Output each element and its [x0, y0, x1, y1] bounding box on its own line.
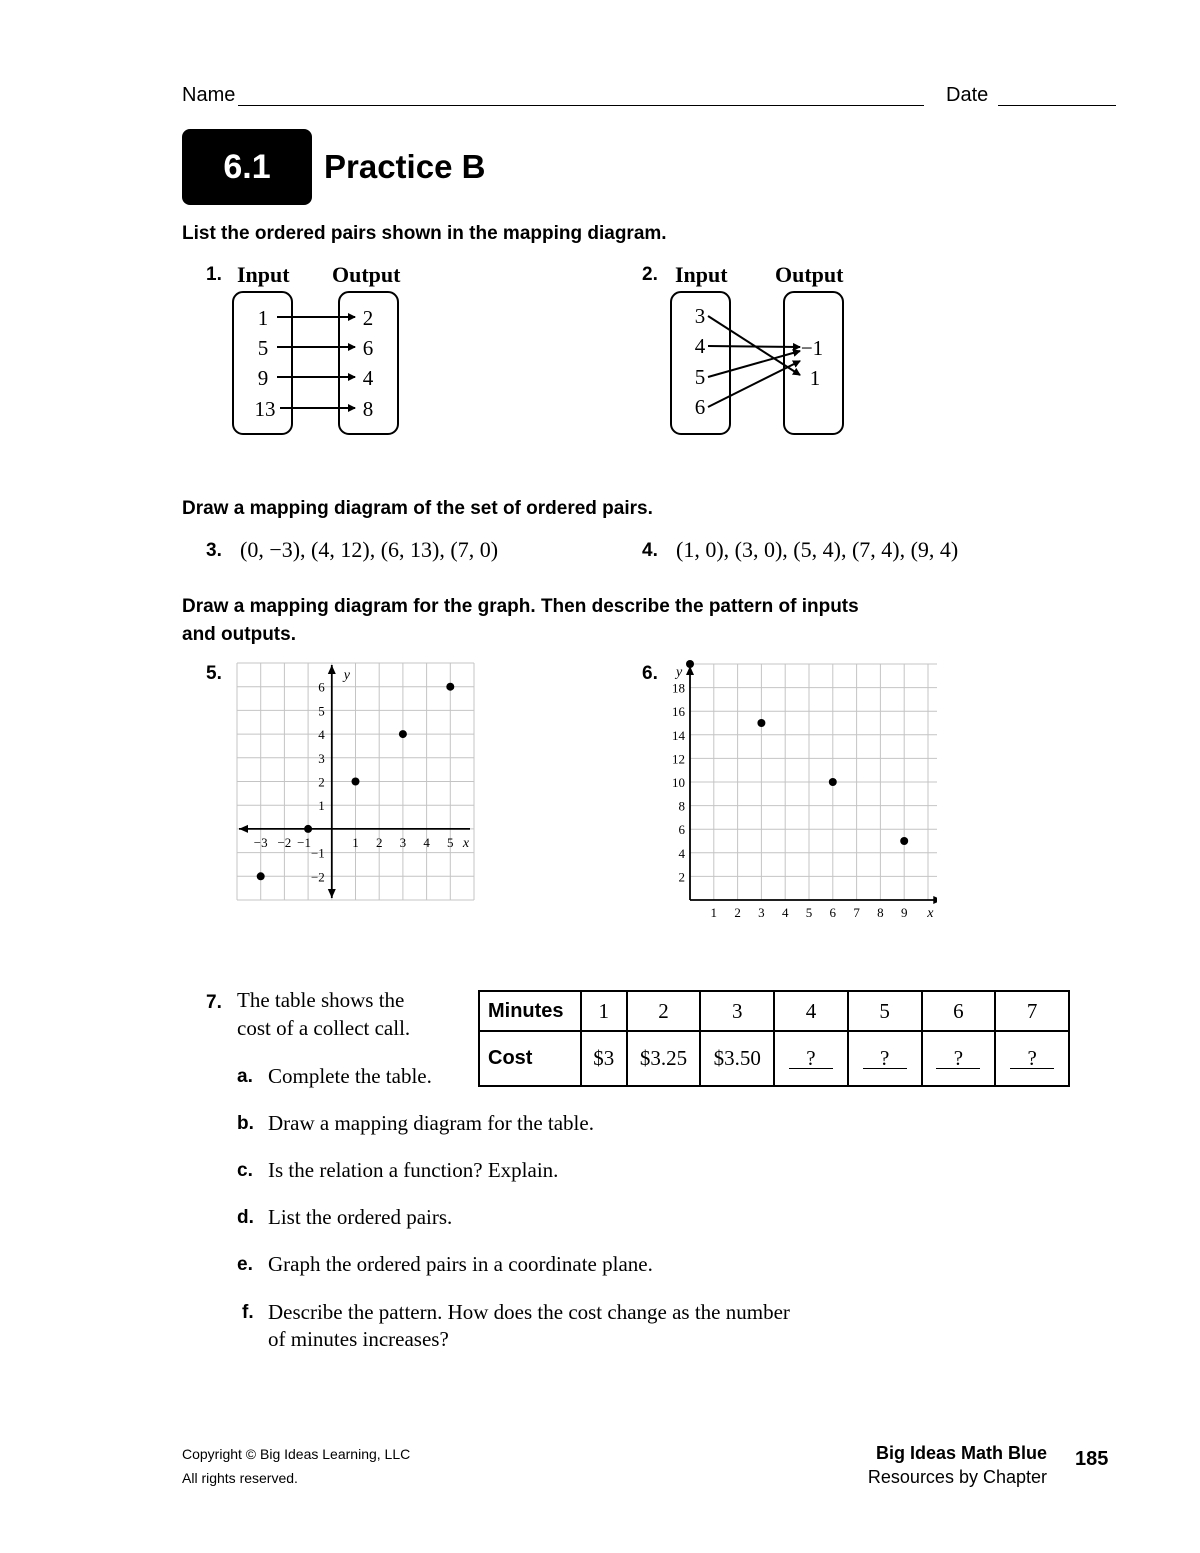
table-cell: 4 [774, 991, 848, 1031]
x-tick-label: 4 [781, 905, 789, 920]
q2-output-oval [784, 292, 843, 434]
date-label: Date [946, 84, 989, 106]
book-title: Big Ideas Math Blue [875, 1443, 1047, 1463]
instruction-graph-mapping-cont: and outputs. [182, 624, 296, 645]
table-header-minutes: Minutes [479, 991, 581, 1031]
table-cell-blank[interactable] [774, 1031, 848, 1086]
q7-intro-line2: cost of a collect call. [237, 1016, 411, 1040]
q7e-text: Graph the ordered pairs in a coordinate plane. [268, 1252, 653, 1276]
q7b-letter: b. [237, 1113, 254, 1134]
answer-blank[interactable]: ? [863, 1048, 907, 1069]
q2-input-1: 3 [694, 304, 706, 328]
y-tick-label: 4 [318, 727, 325, 743]
table-row-minutes [479, 991, 1069, 1031]
q1-input-1: 1 [257, 306, 269, 330]
data-point [900, 837, 908, 845]
y-tick-label: 1 [318, 798, 325, 814]
x-axis-left-arrow [239, 825, 248, 833]
q7a-letter: a. [237, 1066, 253, 1087]
q3-pairs: (0, −3), (4, 12), (6, 13), (7, 0) [240, 537, 499, 562]
table-cell: $3.50 [700, 1031, 774, 1086]
x-tick-label: 3 [399, 834, 407, 850]
y-tick-label: 2 [318, 774, 325, 790]
data-point [829, 778, 837, 786]
x-tick-label: 5 [447, 834, 454, 850]
q7c-text: Is the relation a function? Explain. [268, 1158, 559, 1182]
q2-number: 2. [642, 264, 658, 285]
q6-number: 6. [642, 663, 658, 684]
q7e-letter: e. [237, 1254, 253, 1275]
name-line[interactable] [238, 105, 924, 106]
q4-number: 4. [642, 540, 658, 561]
q7d-letter: d. [237, 1207, 254, 1228]
x-tick-label: 1 [352, 834, 359, 850]
y-tick-label: 8 [678, 798, 685, 814]
table-cell: $3 [581, 1031, 627, 1086]
date-line[interactable] [998, 105, 1116, 106]
instruction-graph-mapping: Draw a mapping diagram for the graph. Then describe the pattern of inputs [182, 596, 859, 617]
page-number: 185 [1075, 1448, 1109, 1470]
q2-arrow-4 [708, 346, 800, 347]
q2-input-label: Input [675, 262, 728, 287]
y-tick-label: 14 [672, 727, 685, 743]
x-tick-label: 7 [853, 905, 860, 920]
table-cell: 1 [581, 991, 627, 1031]
q7c-letter: c. [237, 1160, 253, 1181]
data-point [686, 660, 694, 668]
q1-output-2: 6 [362, 336, 374, 360]
answer-blank[interactable]: ? [936, 1048, 980, 1069]
y-tick-label: 6 [678, 822, 685, 838]
q2-output-label: Output [775, 262, 844, 287]
table-cell-blank[interactable] [995, 1031, 1069, 1086]
y-tick-label: 12 [672, 751, 685, 767]
table-header-cost: Cost [479, 1031, 581, 1086]
q6-graph [662, 652, 937, 927]
data-point [399, 730, 407, 738]
x-tick-label: 5 [805, 905, 813, 920]
resources-label: Resources by Chapter [867, 1467, 1047, 1487]
rights-reserved: All rights reserved. [182, 1470, 298, 1486]
q2-arrow-5 [708, 351, 800, 377]
x-tick-label: 9 [900, 905, 908, 920]
y-tick-label: 6 [318, 679, 325, 695]
x-tick-label: 3 [758, 905, 765, 920]
y-tick-label: −1 [310, 845, 325, 861]
q5-number: 5. [206, 663, 222, 684]
table-cell: 5 [848, 991, 922, 1031]
q7d-text: List the ordered pairs. [268, 1205, 453, 1229]
q1-input-3: 9 [257, 366, 269, 390]
copyright: Copyright © Big Ideas Learning, LLC [182, 1446, 411, 1462]
answer-blank[interactable]: ? [1010, 1048, 1054, 1069]
y-axis-bottom-arrow [328, 889, 336, 898]
y-tick-label: 16 [672, 704, 685, 720]
y-tick-label: 18 [672, 680, 685, 696]
q1-input-4: 13 [254, 397, 276, 421]
q7-number: 7. [206, 992, 222, 1013]
q1-input-label: Input [237, 262, 290, 287]
x-axis-arrow [933, 896, 937, 904]
q1-number: 1. [206, 264, 222, 285]
q2-output-2: 1 [809, 366, 821, 390]
q4-pairs: (1, 0), (3, 0), (5, 4), (7, 4), (9, 4) [676, 537, 959, 562]
x-tick-label: 8 [877, 905, 884, 920]
q2-input-3: 5 [694, 365, 706, 389]
q1-output-4: 8 [362, 397, 374, 421]
x-tick-label: −1 [297, 834, 312, 850]
q7f-letter: f. [242, 1302, 254, 1323]
y-axis-label: y [676, 665, 683, 680]
y-tick-label: −2 [310, 869, 325, 885]
page-title: Practice B [324, 148, 486, 185]
q1-output-3: 4 [362, 366, 374, 390]
cost-table [478, 990, 1070, 1087]
section-badge [182, 129, 312, 205]
data-point [257, 872, 265, 880]
y-tick-label: 10 [672, 775, 685, 790]
name-label: Name [182, 84, 236, 106]
y-tick-label: 4 [678, 845, 685, 861]
x-axis-label: x [927, 906, 934, 921]
instruction-list-pairs: List the ordered pairs shown in the mapping diagram. [182, 223, 667, 244]
table-row-cost [479, 1031, 1069, 1086]
q7-intro-line1: The table shows the [237, 988, 405, 1012]
table-cell-blank[interactable] [922, 1031, 996, 1086]
q1-output-1: 2 [362, 306, 374, 330]
x-tick-label: −3 [253, 834, 268, 850]
q2-input-4: 6 [694, 395, 706, 419]
q5-graph [230, 656, 485, 906]
x-tick-label: 1 [710, 905, 718, 920]
section-number: 6.1 [223, 147, 271, 186]
x-tick-label: 2 [375, 834, 383, 850]
instruction-draw-mapping: Draw a mapping diagram of the set of ordered pairs. [182, 498, 653, 519]
y-tick-label: 5 [318, 703, 325, 719]
y-tick-label: 3 [318, 750, 325, 766]
y-tick-label: 2 [678, 869, 685, 885]
q1-input-2: 5 [257, 336, 269, 360]
x-tick-label: 4 [423, 834, 430, 850]
q2-output-1: −1 [800, 336, 824, 360]
q7b-text: Draw a mapping diagram for the table. [268, 1111, 594, 1135]
table-cell-blank[interactable] [848, 1031, 922, 1086]
x-tick-label: 6 [829, 905, 837, 920]
table-cell: 6 [922, 991, 996, 1031]
table-cell: 3 [700, 991, 774, 1031]
q1-mapping-diagram [225, 258, 425, 443]
q7f-text: Describe the pattern. How does the cost change as the number [268, 1300, 790, 1324]
q2-input-2: 4 [694, 334, 706, 358]
q3-number: 3. [206, 540, 222, 561]
answer-blank[interactable]: ? [789, 1048, 833, 1069]
y-axis-top-arrow [328, 665, 336, 674]
data-point [352, 778, 360, 786]
q7a-text: Complete the table. [268, 1064, 432, 1088]
q1-output-label: Output [332, 262, 401, 287]
q7f-text-cont: of minutes increases? [268, 1327, 449, 1351]
x-axis-label: x [462, 835, 470, 851]
table-cell: 2 [627, 991, 701, 1031]
q2-mapping-diagram [662, 258, 862, 443]
table-cell: 7 [995, 991, 1069, 1031]
data-point [757, 719, 765, 727]
data-point [446, 683, 454, 691]
table-cell: $3.25 [627, 1031, 701, 1086]
data-point [304, 825, 312, 833]
y-axis-label: y [343, 668, 351, 683]
q2-arrow-6 [708, 361, 800, 407]
x-tick-label: −2 [277, 834, 292, 850]
x-tick-label: 2 [734, 905, 741, 920]
